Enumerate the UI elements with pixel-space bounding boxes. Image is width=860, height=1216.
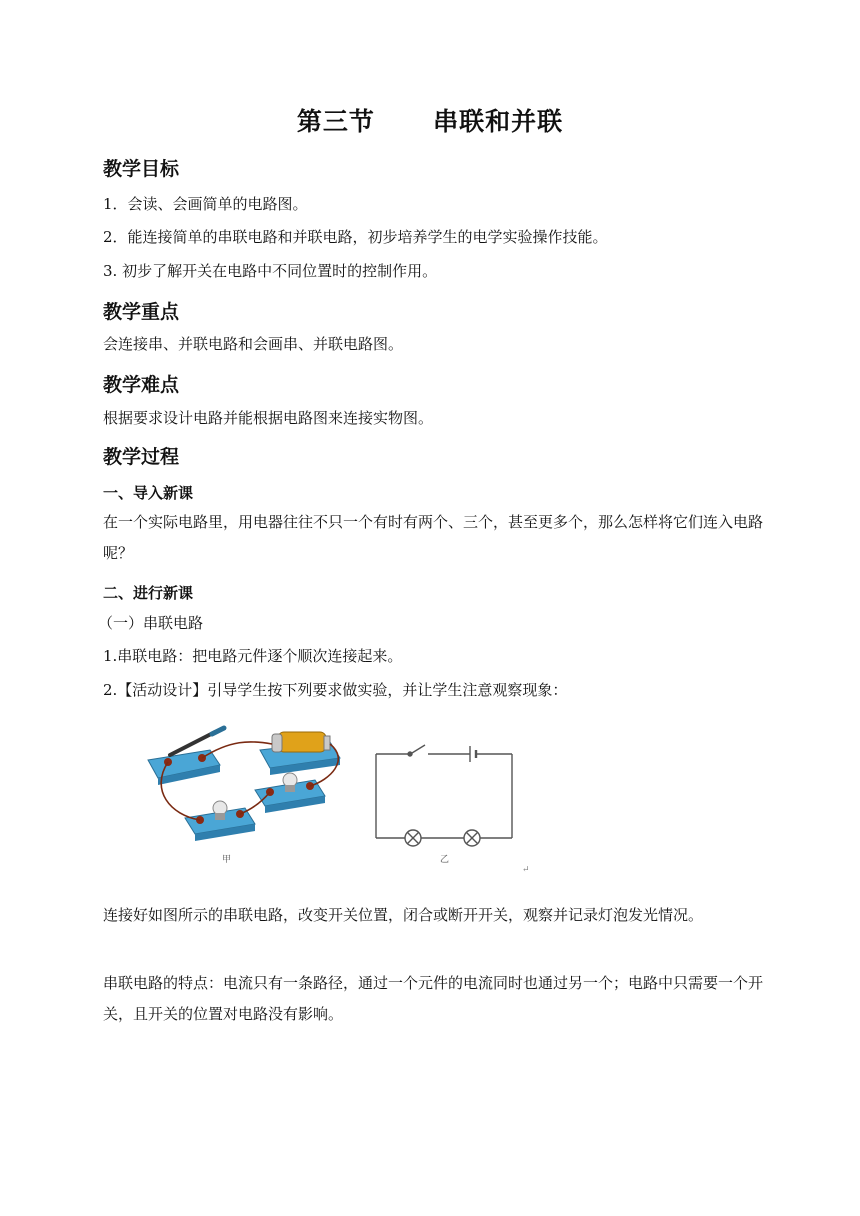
series-definition: 1.串联电路：把电路元件逐个顺次连接起来。	[103, 647, 403, 665]
circuit-diagram	[376, 745, 512, 846]
activity-design: 2.【活动设计】引导学生按下列要求做实验，并让学生注意观察现象：	[103, 681, 568, 699]
new-lesson-heading: 二、进行新课	[103, 584, 194, 602]
difficulties-text: 根据要求设计电路并能根据电路图来连接实物图。	[103, 409, 434, 427]
figure-label-a: 甲	[222, 855, 232, 865]
figure-label-b: 乙	[440, 855, 450, 865]
difficulties-heading: 教学难点	[103, 374, 180, 396]
series-subheading: （一）串联电路	[98, 614, 204, 632]
process-heading: 教学过程	[103, 446, 180, 468]
key-points-text: 会连接串、并联电路和会画串、并联电路图。	[103, 335, 404, 353]
objective-item-3: 3. 初步了解开关在电路中不同位置时的控制作用。	[103, 262, 438, 280]
intro-text: 在一个实际电路里，用电器往往不只一个有时有两个、三个，甚至更多个，那么怎样将它们连入电路呢？	[103, 513, 764, 562]
series-circuit-figure	[140, 720, 540, 880]
after-figure-text: 连接好如图所示的串联电路，改变开关位置，闭合或断开开关，观察并记录灯泡发光情况。	[103, 906, 704, 924]
objective-item-1: 1．会读、会画简单的电路图。	[103, 195, 308, 213]
key-points-heading: 教学重点	[103, 301, 180, 323]
intro-heading: 一、导入新课	[103, 484, 194, 502]
paragraph-mark-icon: ↵	[522, 865, 530, 875]
series-feature-text: 串联电路的特点：电流只有一条路径，通过一个元件的电流同时也通过另一个；电路中只需要一个开关，且开关的位置对电路没有影响。	[103, 974, 764, 1023]
page-title: 第三节 串联和并联	[296, 107, 564, 136]
objective-item-2: 2．能连接简单的串联电路和并联电路，初步培养学生的电学实验操作技能。	[103, 228, 608, 246]
objectives-heading: 教学目标	[103, 158, 180, 180]
apparatus-illustration	[148, 728, 340, 865]
